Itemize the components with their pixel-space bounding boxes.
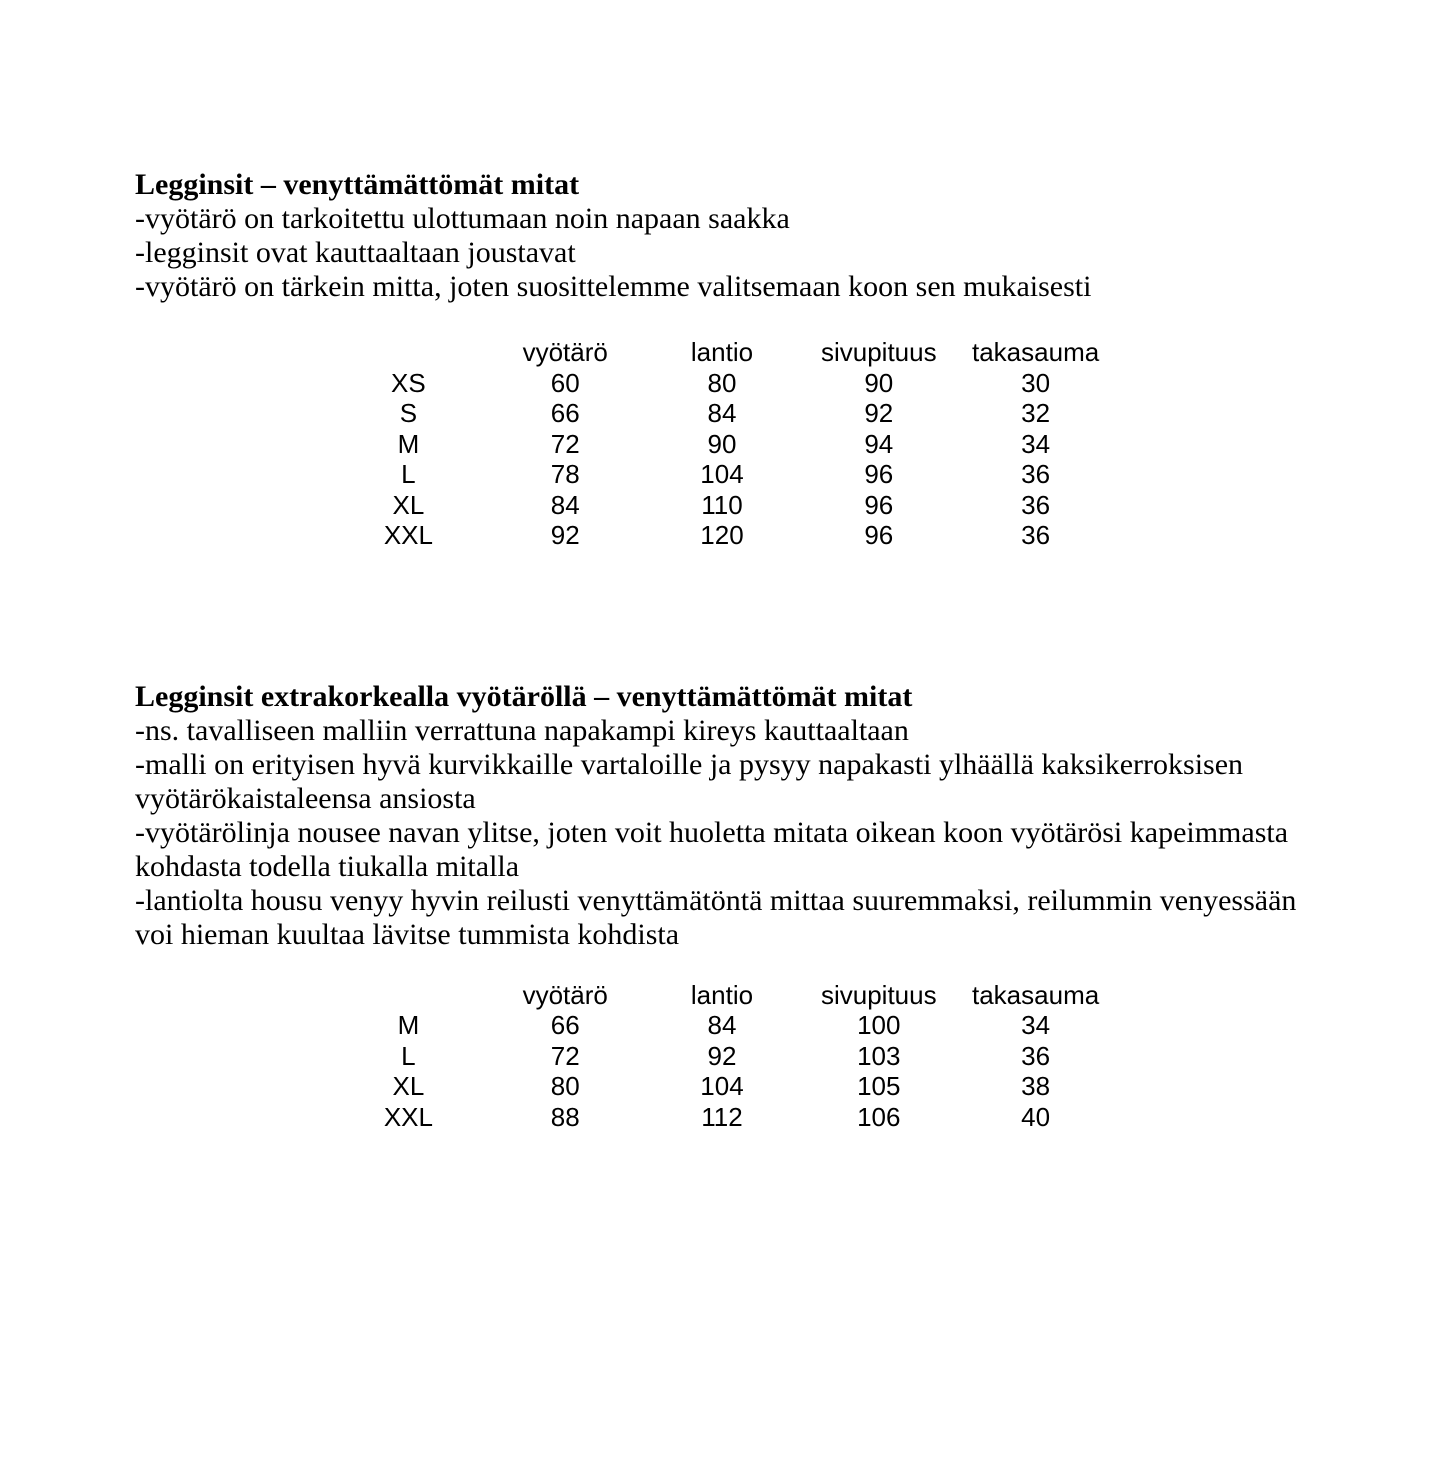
- value-cell: 80: [707, 367, 737, 398]
- size-cell: XL: [392, 489, 425, 520]
- size-cell: XS: [391, 367, 426, 398]
- table-header-row: [330, 337, 1114, 368]
- value-cell: 96: [864, 459, 894, 489]
- body-line: -ns. tavalliseen malliin verrattuna napakampi kireys kauttaaltaan: [135, 713, 909, 747]
- body-line: kohdasta todella tiukalla mitalla: [135, 849, 520, 883]
- value-cell: 96: [864, 520, 894, 550]
- table-row: [330, 520, 1114, 551]
- value-cell: 92: [864, 398, 894, 428]
- body-line: -legginsit ovat kauttaaltaan joustavat: [135, 236, 576, 269]
- value-cell: 66: [550, 1010, 580, 1040]
- value-cell: 103: [857, 1040, 901, 1071]
- size-cell: L: [401, 1040, 416, 1071]
- size-cell: S: [399, 398, 418, 428]
- size-cell: L: [401, 459, 416, 489]
- value-cell: 100: [857, 1010, 901, 1040]
- value-cell: 84: [707, 398, 737, 428]
- value-cell: 88: [550, 1101, 580, 1132]
- table-row: [330, 1071, 1114, 1102]
- value-cell: 110: [701, 489, 743, 520]
- value-cell: 40: [1021, 1101, 1051, 1132]
- size-cell: XL: [392, 1071, 425, 1101]
- table-row: [330, 1010, 1114, 1041]
- size-cell: M: [397, 1010, 420, 1040]
- value-cell: 36: [1021, 489, 1051, 520]
- value-cell: 94: [864, 428, 894, 459]
- value-cell: 90: [864, 367, 894, 398]
- size-cell: XXL: [383, 520, 433, 550]
- value-cell: 104: [700, 459, 744, 489]
- table-row: [330, 1102, 1114, 1133]
- table-row: [330, 398, 1114, 429]
- size-cell: XXL: [383, 1101, 433, 1132]
- section-leggings-regular: [135, 168, 1385, 551]
- value-cell: 80: [550, 1071, 580, 1101]
- value-cell: 30: [1021, 367, 1051, 398]
- column-header-takasauma: takasauma: [972, 979, 1100, 1010]
- value-cell: 36: [1021, 459, 1051, 489]
- column-header-vyotaro: vyötärö: [522, 979, 608, 1010]
- size-column-header: [330, 337, 487, 368]
- value-cell: 72: [550, 428, 580, 459]
- table-row: [330, 368, 1114, 399]
- size-cell: M: [397, 428, 420, 459]
- value-cell: 84: [550, 489, 580, 520]
- body-line: -vyötärö on tärkein mitta, joten suosittelemme valitsemaan koon sen mukaisesti: [135, 270, 1092, 303]
- value-cell: 84: [707, 1010, 737, 1040]
- section-heading: Legginsit – venyttämättömät mitat: [135, 168, 580, 201]
- value-cell: 92: [550, 520, 580, 550]
- table-row: [330, 490, 1114, 521]
- value-cell: 104: [700, 1071, 744, 1101]
- column-header-lantio: lantio: [690, 979, 754, 1010]
- body-line: -vyötärölinja nousee navan ylitse, joten voit huoletta mitata oikean koon vyötärösi kapeimmasta: [135, 815, 1289, 849]
- value-cell: 34: [1021, 1010, 1051, 1040]
- body-line: -lantiolta housu venyy hyvin reilusti venyttämätöntä mittaa suuremmaksi, reilummin venyessään: [135, 883, 1297, 917]
- table-row: [330, 429, 1114, 460]
- column-header-vyotaro: vyötärö: [522, 337, 608, 367]
- value-cell: 112: [701, 1101, 743, 1132]
- size-table-regular: [330, 337, 1114, 551]
- size-column-header: [330, 980, 487, 1011]
- column-header-lantio: lantio: [690, 337, 754, 367]
- value-cell: 34: [1021, 428, 1051, 459]
- column-header-sivupituus: sivupituus: [820, 979, 937, 1010]
- body-line: vyötärökaistaleensa ansiosta: [135, 781, 476, 815]
- table-header-row: [330, 980, 1114, 1011]
- table-row: [330, 459, 1114, 490]
- value-cell: 38: [1021, 1071, 1051, 1101]
- body-line: -malli on erityisen hyvä kurvikkaille vartaloille ja pysyy napakasti ylhäällä kaksikerroksisen: [135, 747, 1244, 781]
- size-table-high-waist: [330, 980, 1114, 1133]
- value-cell: 78: [550, 459, 580, 489]
- value-cell: 90: [707, 428, 737, 459]
- value-cell: 106: [857, 1101, 901, 1132]
- value-cell: 105: [857, 1071, 901, 1101]
- value-cell: 72: [550, 1040, 580, 1071]
- value-cell: 120: [700, 520, 744, 550]
- section-leggings-high-waist: [135, 680, 1385, 1133]
- column-header-takasauma: takasauma: [972, 337, 1100, 367]
- body-line: -vyötärö on tarkoitettu ulottumaan noin napaan saakka: [135, 202, 790, 235]
- value-cell: 36: [1021, 520, 1051, 550]
- column-header-sivupituus: sivupituus: [820, 337, 937, 367]
- table-row: [330, 1041, 1114, 1072]
- body-line: voi hieman kuultaa lävitse tummista kohdista: [135, 917, 680, 951]
- value-cell: 36: [1021, 1040, 1051, 1071]
- section-heading: Legginsit extrakorkealla vyötäröllä – venyttämättömät mitat: [135, 679, 913, 713]
- value-cell: 96: [864, 489, 894, 520]
- value-cell: 60: [550, 367, 580, 398]
- value-cell: 32: [1021, 398, 1051, 428]
- value-cell: 66: [550, 398, 580, 428]
- value-cell: 92: [707, 1040, 737, 1071]
